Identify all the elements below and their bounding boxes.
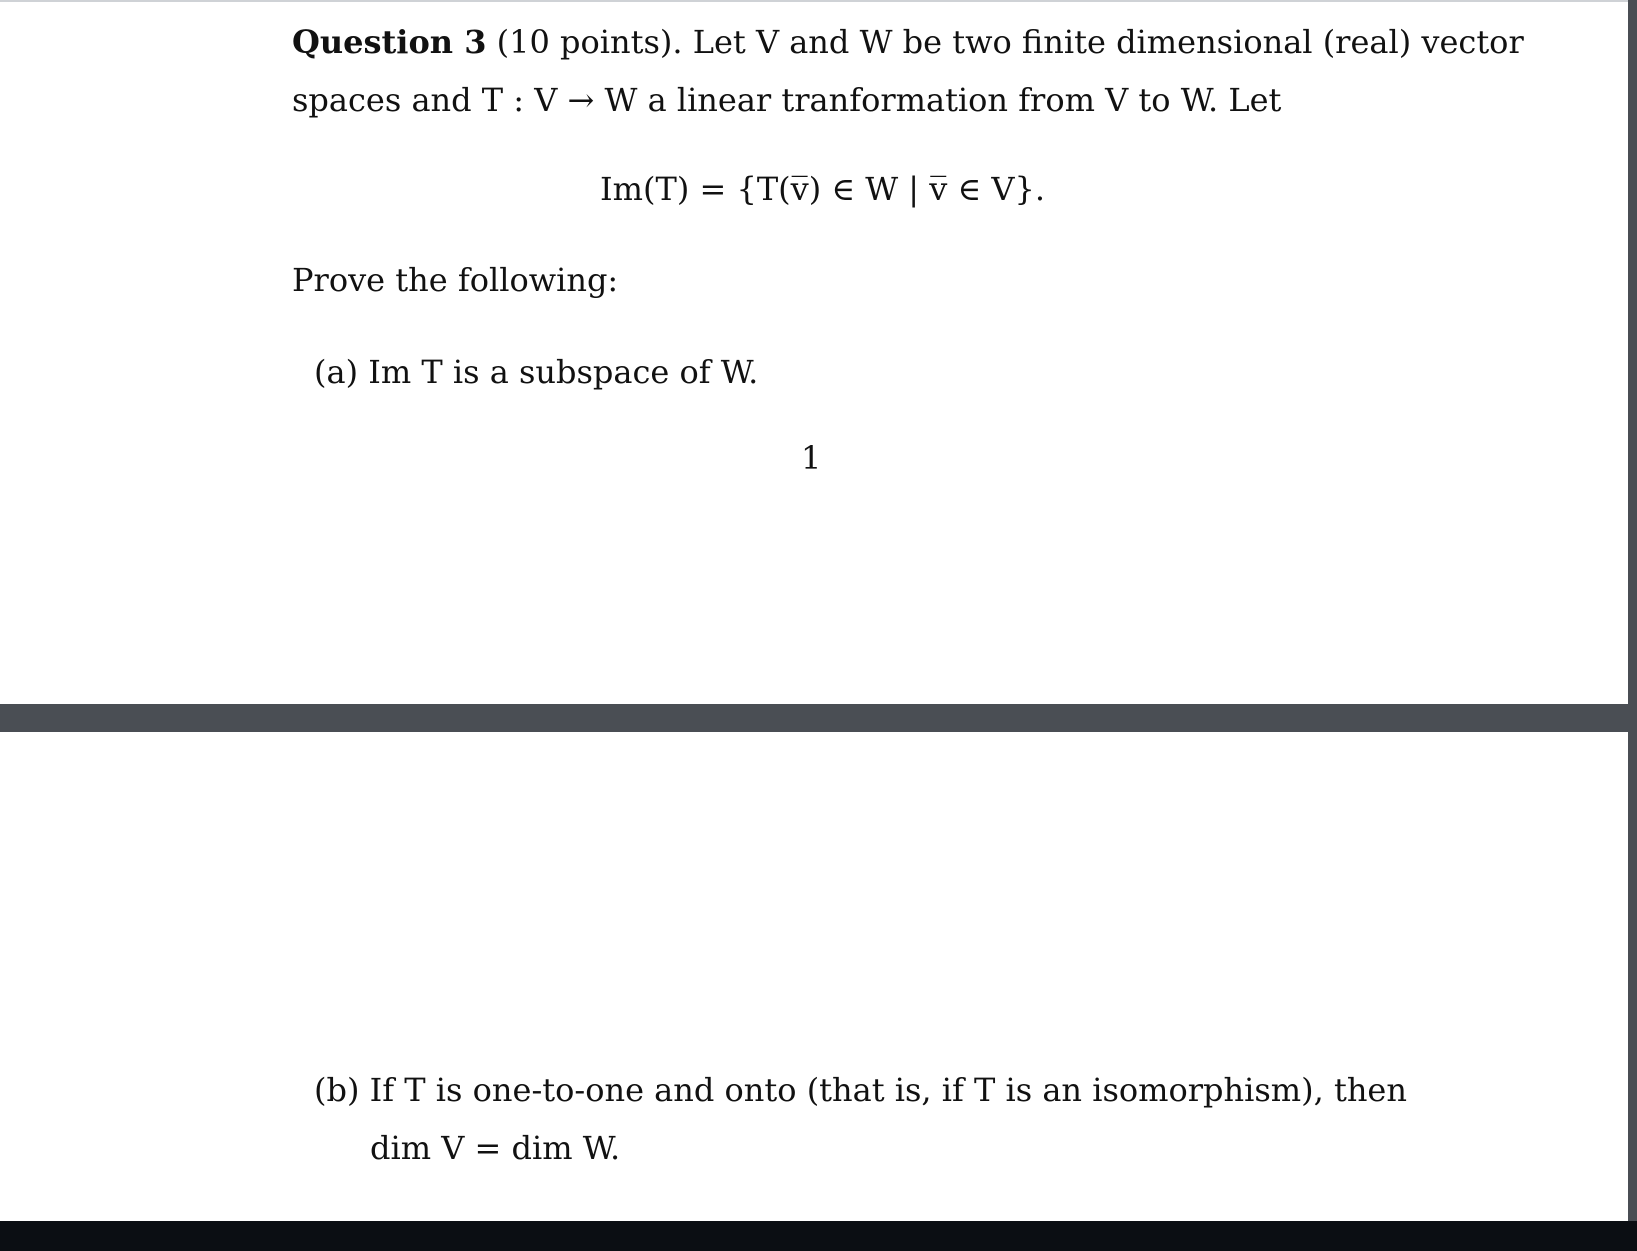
image-definition: Im(T) = {T(v̅) ∈ W | v̅ ∈ V}. bbox=[600, 170, 1045, 208]
part-b-label: (b) bbox=[314, 1071, 360, 1109]
bottom-bar bbox=[0, 1221, 1637, 1251]
question-line2: spaces and T : V → W a linear tranformation from V to W. Let bbox=[292, 81, 1282, 119]
document-page-2 bbox=[0, 732, 1628, 1221]
right-scroll-edge bbox=[1628, 0, 1637, 1221]
part-b-line2: dim V = dim W. bbox=[370, 1129, 621, 1167]
page-gap bbox=[0, 704, 1637, 732]
part-a-text: Im T is a subspace of W. bbox=[368, 353, 759, 391]
part-a-label: (a) bbox=[314, 353, 359, 391]
prove-intro: Prove the following: bbox=[292, 261, 619, 299]
question-title: Question 3 bbox=[292, 23, 487, 61]
question-header bbox=[292, 22, 1524, 62]
part-b bbox=[314, 1070, 1407, 1110]
question-points: (10 points). bbox=[496, 23, 683, 61]
part-b-text: If T is one-to-one and onto (that is, if T is an isomorphism), then bbox=[369, 1071, 1407, 1109]
page-number: 1 bbox=[801, 439, 822, 477]
part-a bbox=[314, 352, 758, 392]
question-line1: Let V and W be two finite dimensional (real) vector bbox=[692, 23, 1524, 61]
